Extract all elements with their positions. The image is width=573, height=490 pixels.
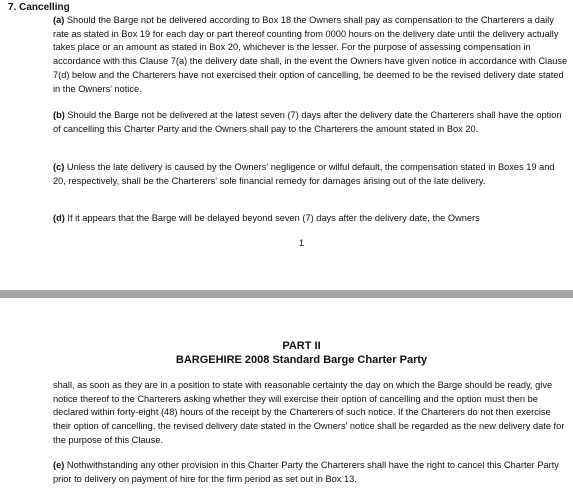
paragraph-d-continuation: shall, as soon as they are in a position to state with reasonable certainty the day on which the Barge should be ready, give notice thereof to the Charterers asking whether they will exercise their option of cancelling and the option must then be declared within forty-eight (48) hours of the receipt by the Charterers of such notice. If the Charterers do not then exercise their option of cancelling, the revised delivery date stated in the Owners' notice shall be regarded as the new delivery date for the purpose of this Clause.: [53, 380, 565, 445]
paragraph-d-text: If it appears that the Barge will be delayed beyond seven (7) days after the delivery date, the Owners: [64, 213, 480, 223]
paragraph-e: [53, 459, 569, 486]
paragraph-d: [53, 212, 569, 226]
paragraph-a: [53, 14, 569, 96]
charter-party-title: BARGEHIRE 2008 Standard Barge Charter Party: [175, 354, 428, 366]
paragraph-e-text: Nothwithstanding any other provision in this Charter Party the Charterers shall have the right to cancel this Charter Party prior to delivery on payment of hire for the firm period as set out in Box 13.: [53, 460, 559, 484]
paragraph-a-label: (a): [53, 15, 65, 25]
paragraph-b-text: Should the Barge not be delivered at the latest seven (7) days after the delivery date the Charterers shall have the option of cancelling this Charter Party and the Owners shall pay to the Charterers the amount stated in Box 20.: [53, 110, 562, 134]
paragraph-c-text: Unless the late delivery is caused by the Owners' negligence or wilful default, the compensation stated in Boxes 19 and 20, respectively, shall be the Charterers' sole financial remedy for damages arising out of the late delivery.: [53, 162, 555, 186]
paragraph-e-label: (e): [53, 460, 65, 470]
paragraph-a-text: Should the Barge not be delivered according to Box 18 the Owners shall pay as compensation to the Charterers a daily rate as stated in Box 19 for each day or part thereof counting from 0000 hours on the delivery date until the delivery actually takes place or an amount as stated in Box 20, whichever is the lesser. For the purpose of assessing compensation in accordance with this Clause 7(a) the delivery date shall, in the event the Owners have given notice in accordance with Clause 7(d) below and the Charterers have not exercised their option of cancelling, be deemed to be the revised delivery date stated in the Owners' notice.: [53, 15, 568, 94]
paragraph-b: [53, 109, 569, 136]
page-separator: [0, 290, 573, 298]
paragraph-d-label: (d): [53, 213, 65, 223]
paragraph-c-label: (c): [53, 162, 65, 172]
part-title: PART II: [282, 340, 321, 352]
paragraph-b-label: (b): [53, 110, 65, 120]
paragraph-c: [53, 161, 569, 188]
page-number: 1: [298, 238, 305, 249]
clause-heading: 7. Cancelling: [8, 2, 70, 13]
